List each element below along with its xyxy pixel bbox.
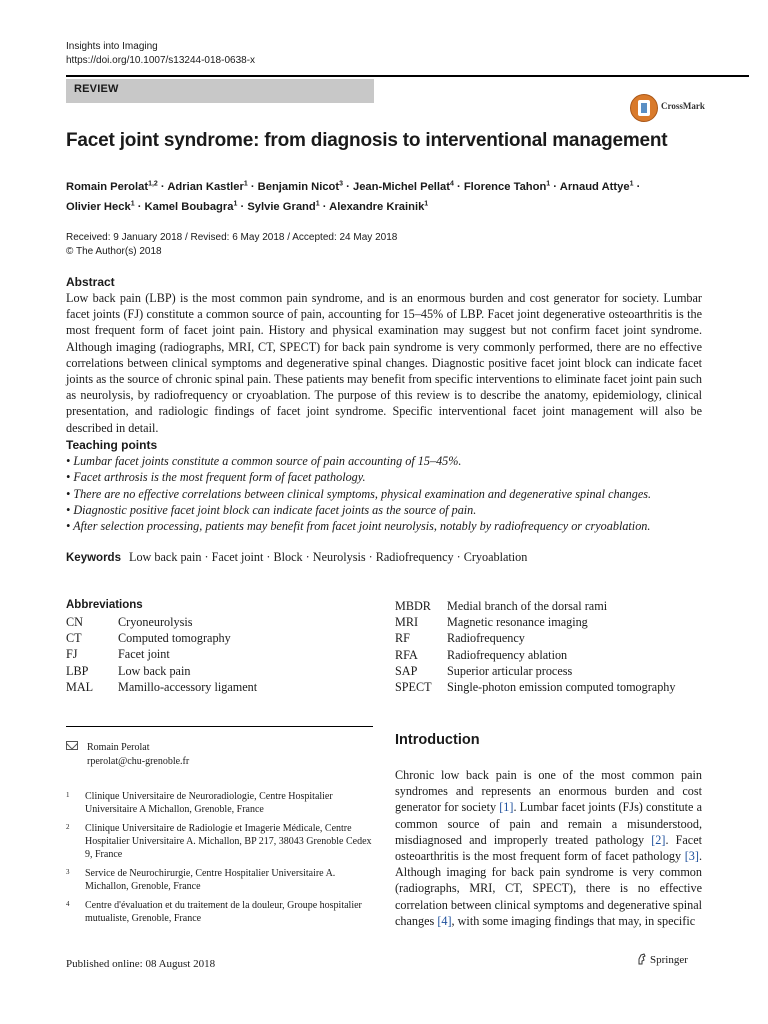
author xyxy=(66,181,167,193)
teaching-point: • Diagnostic positive facet joint block can indicate facet joints as the source of pain. xyxy=(66,502,477,517)
keywords-heading: Keywords xyxy=(66,552,121,564)
abbreviation-definition: Radiofrequency xyxy=(447,631,525,646)
author-separator: · xyxy=(550,180,560,193)
keywords-text: Low back pain · Facet joint · Block · Neurolysis · Radiofrequency · Cryoablation xyxy=(129,550,528,564)
abbreviation-definition: Low back pain xyxy=(118,663,191,678)
affiliation xyxy=(66,822,376,861)
author-name: Arnaud Attye xyxy=(559,180,630,193)
abbreviation-row xyxy=(395,679,676,695)
author xyxy=(353,181,464,193)
affiliation-number: 1 xyxy=(66,791,70,799)
abbreviation-definition: Radiofrequency ablation xyxy=(447,647,568,662)
footnote-separator xyxy=(66,726,373,727)
author-name: Jean-Michel Pellat xyxy=(352,180,450,193)
header-rule xyxy=(66,75,749,77)
abbreviation: MBDR xyxy=(395,599,431,613)
abbreviation-row xyxy=(66,679,257,695)
abbreviation: MAL xyxy=(66,679,94,694)
citation-link[interactable]: [3] xyxy=(684,849,699,864)
abbreviation-definition: Cryoneurolysis xyxy=(118,615,193,629)
author xyxy=(464,181,560,193)
abbreviation: FJ xyxy=(66,647,78,662)
teaching-point: • After selection processing, patients may benefit from facet joint neurolysis, notably by radiofrequency or cryoablation. xyxy=(66,519,651,534)
article-type-label: REVIEW xyxy=(74,83,119,95)
teaching-points-list xyxy=(66,453,726,534)
author xyxy=(258,181,353,193)
teaching-point: • Facet arthrosis is the most frequent form of facet pathology. xyxy=(66,470,366,485)
abbreviation-row xyxy=(66,614,257,630)
abbreviation: RFA xyxy=(395,647,418,662)
author xyxy=(247,201,329,213)
citation-link[interactable]: [4] xyxy=(437,913,452,928)
publisher-logo xyxy=(637,951,688,966)
author-list xyxy=(66,175,756,216)
crossmark-icon xyxy=(630,94,658,122)
author-name: Romain Perolat xyxy=(66,180,149,193)
author xyxy=(167,181,257,193)
abbreviation: CT xyxy=(66,631,82,646)
affiliation xyxy=(66,867,376,893)
crossmark-label: CrossMark xyxy=(661,101,705,111)
doi-link[interactable]: https://doi.org/10.1007/s13244-018-0638-x xyxy=(66,55,256,66)
author-name: Alexandre Krainik xyxy=(329,201,425,214)
abbreviation-row xyxy=(395,663,676,679)
history-dates: Received: 9 January 2018 / Revised: 6 May 2018 / Accepted: 24 May 2018 xyxy=(66,232,398,243)
author-separator: · xyxy=(134,201,145,214)
crossmark-badge[interactable] xyxy=(630,94,750,122)
author xyxy=(66,201,145,213)
abbreviation-definition: Medial branch of the dorsal rami xyxy=(447,599,608,613)
abbreviation: LBP xyxy=(66,663,89,678)
citation-link[interactable]: [1] xyxy=(499,800,514,815)
author-affiliation-marker: 1 xyxy=(315,200,320,208)
author xyxy=(145,201,248,213)
journal-name: Insights into Imaging xyxy=(66,41,158,52)
author-separator: · xyxy=(633,180,641,193)
author-affiliation-marker: 1 xyxy=(243,180,248,187)
author-affiliation-marker: 1 xyxy=(629,180,634,187)
affiliation-text: Service de Neurochirurgie, Centre Hospitalier Universitaire A. Michallon, Grenoble, France xyxy=(85,868,336,892)
author xyxy=(329,201,428,213)
abbreviation: MRI xyxy=(395,615,419,630)
published-date: Published online: 08 August 2018 xyxy=(66,958,216,970)
abbreviation-definition: Single-photon emission computed tomography xyxy=(447,680,676,695)
author-affiliation-marker: 4 xyxy=(449,180,454,187)
abstract-heading: Abstract xyxy=(66,275,115,289)
abbreviation: SPECT xyxy=(395,680,432,695)
envelope-icon xyxy=(66,741,78,750)
abbreviation-row xyxy=(395,647,676,663)
abbreviation-definition: Facet joint xyxy=(118,647,170,662)
introduction-segment: , with some imaging findings that may, in specific xyxy=(451,913,696,928)
abbreviation: SAP xyxy=(395,663,418,678)
abbreviation: CN xyxy=(66,615,83,629)
abbreviation-row xyxy=(66,646,257,662)
abbreviation-row xyxy=(395,630,676,646)
affiliation-text: Clinique Universitaire de Radiologie et Imagerie Médicale, Centre Hospitalier Universitaire A. Michallon, BP 217, 38043 Grenoble Cedex 9, France xyxy=(85,823,372,860)
affiliation xyxy=(66,790,376,816)
author-affiliation-marker: 1 xyxy=(130,200,135,208)
author-name: Benjamin Nicot xyxy=(257,180,340,193)
introduction-text xyxy=(395,767,702,929)
abbreviations-right-column xyxy=(395,598,676,695)
keywords xyxy=(66,550,527,565)
affiliation xyxy=(66,899,376,925)
teaching-point: • Lumbar facet joints constitute a common source of pain accounting of 15–45%. xyxy=(66,454,462,468)
author-affiliation-marker: 1,2 xyxy=(148,180,158,187)
abbreviations-left-column xyxy=(66,614,257,695)
citation-link[interactable]: [2] xyxy=(651,832,666,847)
abbreviation-definition: Computed tomography xyxy=(118,631,231,646)
teaching-points-heading: Teaching points xyxy=(66,438,158,452)
author-separator: · xyxy=(453,180,464,193)
corresponding-author: Romain Perolat xyxy=(87,742,150,753)
author-name: Sylvie Grand xyxy=(247,201,316,214)
abbreviation-row xyxy=(395,598,676,614)
copyright: © The Author(s) 2018 xyxy=(66,246,162,257)
abbreviation-definition: Magnetic resonance imaging xyxy=(447,615,588,630)
abbreviation-row xyxy=(66,630,257,646)
author-name: Adrian Kastler xyxy=(167,180,244,193)
author-name: Kamel Boubagra xyxy=(144,201,234,214)
introduction-segment: . Lumbar facet joints (FJs) constitute a common source of pain and remain a misunderstood, misdiagnosed and improperly treated pathology xyxy=(395,800,702,847)
article-title: Facet joint syndrome: from diagnosis to interventional management xyxy=(66,130,668,151)
author-affiliation-marker: 1 xyxy=(546,180,551,187)
author xyxy=(560,181,641,193)
abbreviations-heading: Abbreviations xyxy=(66,599,143,611)
affiliation-number: 2 xyxy=(66,823,70,831)
author-affiliation-marker: 3 xyxy=(339,180,344,187)
author-affiliation-marker: 1 xyxy=(233,200,238,208)
abbreviation: RF xyxy=(395,631,410,646)
affiliation-number: 3 xyxy=(66,868,70,876)
teaching-point: • There are no effective correlations between clinical symptoms, physical examination and degenerative spinal changes. xyxy=(66,486,652,501)
abstract-text: Low back pain (LBP) is the most common pain syndrome, and is an enormous burden and cost generator for society. Lumbar facet joints (FJ) constitute a common source of pain, accounting for 15–45% of LBP. Facet joint degenerative osteoarthritis is the most frequent form of facet joint pain. History and physical examination may suggest but not confirm facet joint syndrome. Although imaging (radiographs, MRI, CT, SPECT) for back pain syndrome is very commonly performed, there are no effective correlations between clinical symptoms and degenerative spinal changes. Diagnostic positive facet joint block can indicate facet joints as the source of chronic spinal pain. These patients may benefit from specific interventions to eliminate facet joint pain such as neurolysis, by radiofrequency or cryoablation. The purpose of this review is to describe the anatomy, epidemiology, clinical presentation, and radiologic findings of facet joint syndrome. Specific interventional facet joint management will also be described in detail. xyxy=(66,291,702,435)
affiliation-text: Clinique Universitaire de Neuroradiologie, Centre Hospitalier Universitaire A Michallon, Grenoble, France xyxy=(85,791,333,815)
springer-horse-icon xyxy=(637,953,647,965)
journal-header xyxy=(66,40,255,68)
introduction-segment: . Facet osteoarthritis is the most frequent form of facet pathology xyxy=(395,832,702,864)
article-type-bar xyxy=(66,79,374,103)
author-separator: · xyxy=(247,180,258,193)
corresponding-email[interactable]: rperolat@chu-grenoble.fr xyxy=(87,756,190,767)
abbreviation-row xyxy=(66,663,257,679)
abbreviation-definition: Superior articular process xyxy=(447,663,573,678)
introduction-segment: . Although imaging for back pain syndrome is very common (radiographs, MRI, CT, SPECT), there is no effective correlation between clinical symptoms and degenerative spinal changes xyxy=(395,849,702,928)
author-separator: · xyxy=(319,201,330,214)
introduction-segment: Chronic low back pain is one of the most common pain syndromes and represents an enormous burden and cost generator for society xyxy=(395,768,702,815)
author-separator: · xyxy=(157,180,168,193)
author-separator: · xyxy=(343,180,353,193)
publisher-name: Springer xyxy=(650,954,688,966)
affiliation-text: Centre d'évaluation et du traitement de la douleur, Groupe hospitalier mutualiste, Grenoble, France xyxy=(85,900,362,924)
article-dates xyxy=(66,231,397,259)
abbreviation-row xyxy=(395,614,676,630)
author-affiliation-marker: 1 xyxy=(424,200,429,208)
introduction-heading: Introduction xyxy=(395,732,480,748)
author-name: Florence Tahon xyxy=(463,180,547,193)
correspondence xyxy=(66,741,189,769)
author-name: Olivier Heck xyxy=(66,201,131,214)
author-separator: · xyxy=(237,201,248,214)
affiliation-number: 4 xyxy=(66,900,70,908)
abbreviation-definition: Mamillo-accessory ligament xyxy=(118,679,258,694)
